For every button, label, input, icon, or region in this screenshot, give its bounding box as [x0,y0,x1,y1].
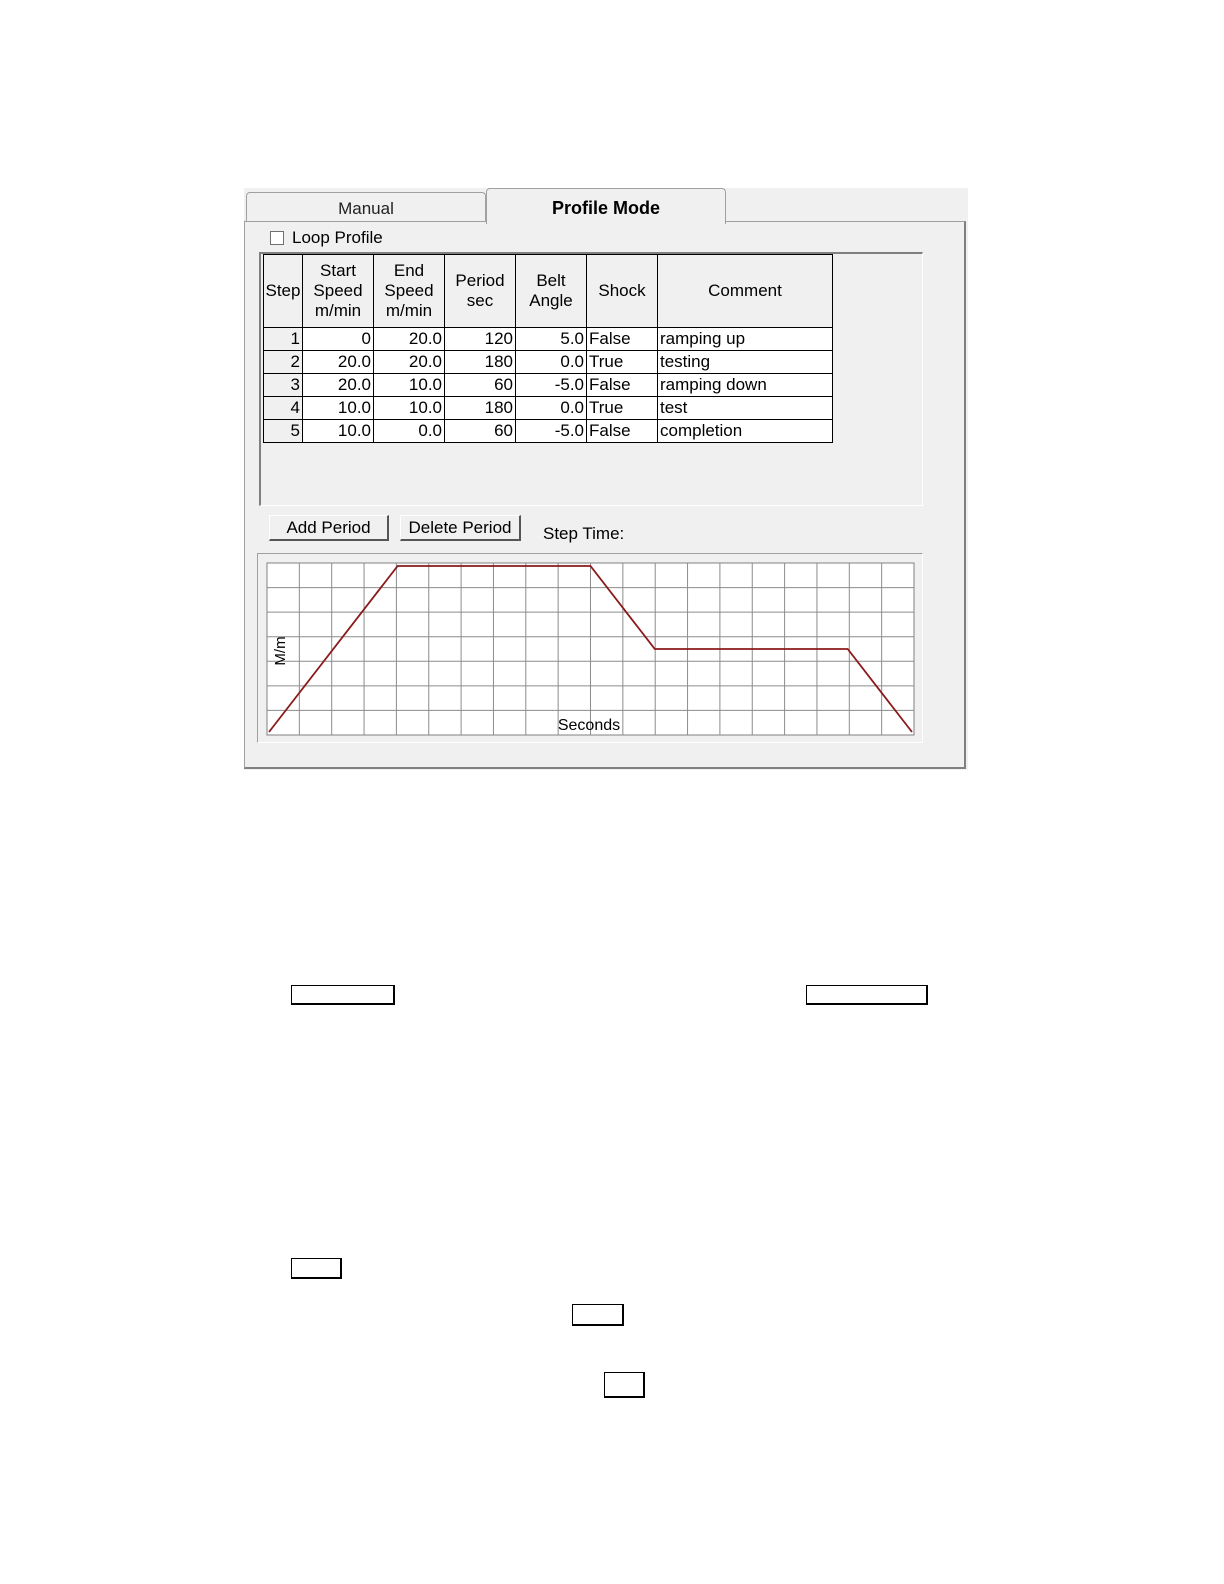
grid-row-step[interactable]: 4 [264,397,303,420]
grid-cell[interactable]: 5.0 [516,328,587,351]
grid-cell[interactable]: 120 [445,328,516,351]
grid-cell[interactable]: 20.0 [303,351,374,374]
grid-row-step[interactable]: 3 [264,374,303,397]
grid-header-line: Start [320,261,356,280]
grid-cell[interactable]: 10.0 [303,420,374,443]
profile-grid [263,254,833,443]
grid-header-line: Shock [598,281,646,300]
loop-profile-checkbox[interactable] [270,228,383,248]
grid-cell[interactable]: 10.0 [374,397,445,420]
checkbox-box[interactable] [270,231,284,245]
grid-cell[interactable]: 0.0 [374,420,445,443]
grid-column-header[interactable] [374,255,445,328]
step-time-label: Step Time: [543,524,625,543]
grid-header-line: m/min [314,301,362,320]
grid-row-step[interactable]: 1 [264,328,303,351]
grid-header-line: Step [265,281,301,300]
grid-header-line: sec [466,291,494,310]
grid-cell[interactable]: 0.0 [516,397,587,420]
blank-field-box [572,1304,624,1326]
table-row[interactable] [264,351,833,374]
chart-svg [258,554,924,744]
grid-header-line: End [393,261,425,280]
grid-header-line: Comment [708,281,782,300]
loop-profile-label: Loop Profile [292,228,383,247]
grid-cell[interactable]: 180 [445,351,516,374]
table-row[interactable] [264,420,833,443]
tab-manual[interactable]: Manual [246,192,486,223]
grid-cell[interactable]: 0 [303,328,374,351]
grid-cell[interactable]: ramping down [658,374,833,397]
add-period-button[interactable]: Add Period [269,515,389,541]
grid-header-line: m/min [385,301,433,320]
table-row[interactable] [264,397,833,420]
profile-grid-frame [259,252,923,506]
blank-field-box [806,985,928,1005]
grid-cell[interactable]: 20.0 [374,351,445,374]
grid-cell[interactable]: completion [658,420,833,443]
grid-cell[interactable]: False [587,374,658,397]
grid-cell[interactable]: 60 [445,420,516,443]
chart-ylabel: M/m [272,636,289,666]
profile-window [244,188,968,770]
grid-cell[interactable]: True [587,351,658,374]
grid-header-line: Speed [313,281,363,300]
grid-cell[interactable]: ramping up [658,328,833,351]
grid-cell[interactable]: 10.0 [303,397,374,420]
grid-cell[interactable]: -5.0 [516,420,587,443]
grid-column-header[interactable] [516,255,587,328]
grid-cell[interactable]: 60 [445,374,516,397]
grid-cell[interactable]: 180 [445,397,516,420]
chart-xlabel: Seconds [557,717,621,734]
grid-header-line: Period [455,271,505,290]
grid-cell[interactable]: 0.0 [516,351,587,374]
grid-column-header[interactable] [303,255,374,328]
grid-cell[interactable]: testing [658,351,833,374]
grid-cell[interactable]: False [587,420,658,443]
table-row[interactable] [264,328,833,351]
grid-row-step[interactable]: 2 [264,351,303,374]
grid-column-header[interactable] [445,255,516,328]
grid-cell[interactable]: 20.0 [303,374,374,397]
grid-cell[interactable]: False [587,328,658,351]
speed-profile-chart [257,553,923,743]
grid-cell[interactable]: True [587,397,658,420]
blank-field-box [604,1372,645,1398]
grid-header-line: Belt [536,271,566,290]
profile-panel [244,221,966,769]
grid-row-step[interactable]: 5 [264,420,303,443]
grid-cell[interactable]: 10.0 [374,374,445,397]
grid-column-header[interactable] [658,255,833,328]
grid-cell[interactable]: 20.0 [374,328,445,351]
blank-field-box [291,985,395,1005]
grid-column-header[interactable] [264,255,303,328]
delete-period-button[interactable]: Delete Period [400,515,521,541]
blank-field-box [291,1258,342,1279]
grid-header-line: Angle [529,291,573,310]
grid-cell[interactable]: test [658,397,833,420]
grid-cell[interactable]: -5.0 [516,374,587,397]
tab-profile-mode[interactable]: Profile Mode [486,188,726,224]
grid-column-header[interactable] [587,255,658,328]
grid-header-line: Speed [384,281,434,300]
table-row[interactable] [264,374,833,397]
